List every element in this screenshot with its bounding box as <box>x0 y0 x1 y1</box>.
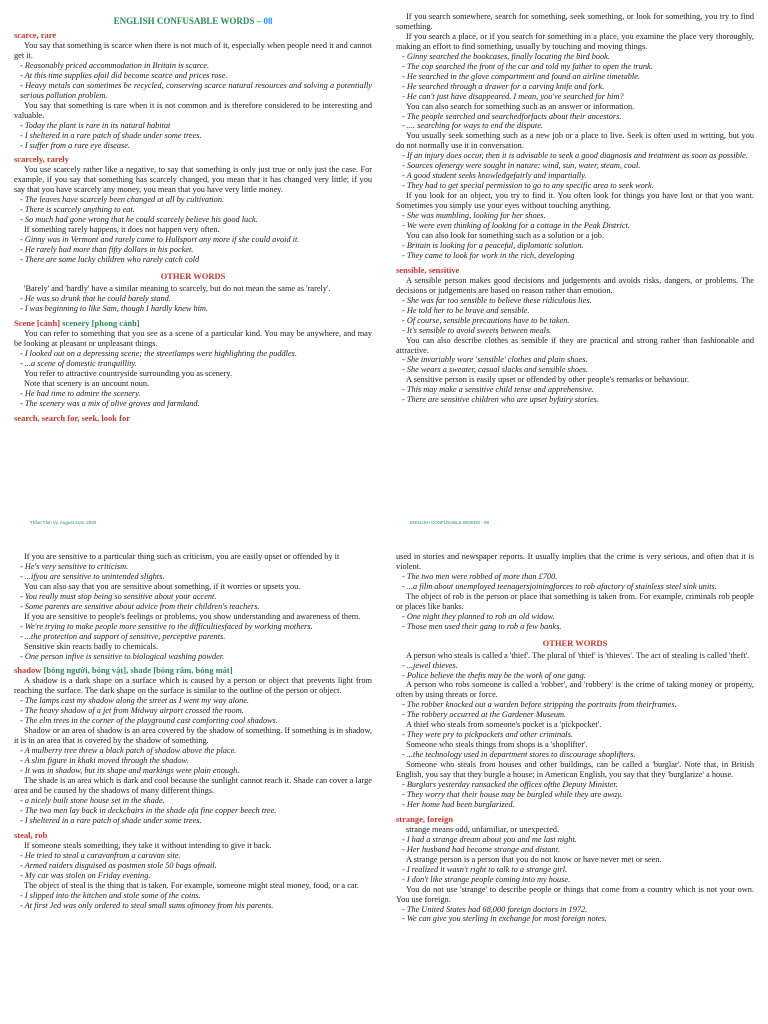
example-sentence: - Today the plant is rare in its natural habitat <box>20 120 171 130</box>
example-sentence: - Heavy metals can sometimes be recycled, conserving scarce natural resources and solving a potentially serious pollution problem. <box>20 80 372 100</box>
content-blocks-q3 <box>14 552 372 910</box>
example-sentence: - He tried to steal a caravanfrom a caravan site. <box>20 850 181 860</box>
body-paragraph: If you search a place, or if you search for something in a place, you examine the place very thoroughly, making an effort to find something, usually by touching and moving things. <box>396 31 754 51</box>
example-sentence: - One person infive is sensitive to biological washing powder. <box>20 651 225 661</box>
example-sentence: - If an injury does occur, then it is advisable to seek a good diagnosis and treatment as soon as possible. <box>402 151 748 161</box>
body-paragraph: Someone who steals from houses and other buildings, can be called a 'burglar'. Note that, in British English, you say that they burgle a house; in American English, you say that they 'burglarize' a house. <box>396 760 754 780</box>
body-paragraph: You can also say that you are sensitive about something, if it worries or upsets you. <box>24 581 301 591</box>
body-paragraph: You can also describe clothes as sensible if they are practical and strong rather than fashionable and attractive. <box>396 335 754 355</box>
example-sentence: - They worry that their house may be burgled while they are away. <box>402 789 623 799</box>
example-sentence: - I looked out on a depressing scene; the streetlamps were highlighting the puddles. <box>20 348 297 358</box>
section-heading-text: scarce, rare <box>14 30 57 40</box>
example-sentence: - We were even thinking of looking for a cottage in the Peak District. <box>402 221 630 231</box>
example-sentence: - Her home had been burglarized. <box>402 799 515 809</box>
example-sentence: - Of course, sensible precautions have to be taken. <box>402 315 570 325</box>
example-sentence: - Ginny was in Vermont and rarely came to Hullsport any more if she could avoid it. <box>20 235 300 245</box>
section-heading <box>14 830 372 840</box>
example-sentence: - Ginny searched the bookcases, finally locating the bird book. <box>402 51 610 61</box>
example-sentence: - Britain is looking for a peaceful, diplomatic solution. <box>402 240 584 250</box>
example-sentence: - Her husband had become strange and distant. <box>402 844 561 854</box>
subsection-title: OTHER WORDS <box>542 637 608 648</box>
example-sentence: - I had a strange dream about you and me last night. <box>402 834 577 844</box>
body-paragraph: Sensitive skin reacts badly to chemicals. <box>24 641 159 651</box>
body-paragraph: A strange person is a person that you do not know or have never met or seen. <box>406 854 662 864</box>
page-quadrant-top-left <box>14 12 372 520</box>
page-title-text: ENGLISH CONFUSABLE WORDS – <box>113 16 264 26</box>
section-heading <box>14 30 372 40</box>
section-heading <box>396 265 754 275</box>
body-paragraph: You can refer to something that you see as a scene of a particular kind. You may be anywhere, and may be looking at pleasant or unpleasant things. <box>14 328 372 348</box>
example-sentence: - They were pry to pickpockets and other criminals. <box>402 730 573 740</box>
example-sentence: - I was beginning to like Sam, though I hardly knew him. <box>20 303 208 313</box>
example-sentence: - He told her to be brave and sensible. <box>402 305 530 315</box>
example-sentence: - Reasonably priced accommodation in Britain is scarce. <box>20 60 210 70</box>
example-sentence: - The leaves have scarcely been changed at all by cultivation. <box>20 195 225 205</box>
body-paragraph: You usually seek something such as a new job or a place to live. Seek is often used in writing, but you do not normally use it in conversation. <box>396 131 754 151</box>
body-paragraph: You can also search for something such as an answer or information. <box>406 101 635 111</box>
body-paragraph: Note that scenery is an uncount noun. <box>24 378 150 388</box>
body-paragraph: You can also look for something such as a solution or a job. <box>406 230 605 240</box>
section-heading-text: search, search for, seek, look for <box>14 412 130 423</box>
body-paragraph: strange means odd, unfamiliar, or unexpected. <box>406 824 560 834</box>
section-heading <box>14 154 372 164</box>
content-blocks-q4 <box>396 552 754 924</box>
example-sentence: - The robber knocked out a warden before stripping the portraits from theirframes. <box>402 700 677 710</box>
section-heading <box>14 318 372 328</box>
section-heading <box>14 665 372 675</box>
body-paragraph: The object of steal is the thing that is taken. For example, someone might steal money, food, or a car. <box>24 880 359 890</box>
body-paragraph: If you look for an object, you try to find it. You often look for things you have lost or that you want. Sometimes you simply use your eyes without touching anything. <box>396 191 754 211</box>
footer-left: Thâm Tâm Vy, August 21st, 2020 <box>30 520 97 525</box>
example-sentence: - He can't just have disappeared. I mean, you've searched for him? <box>402 91 624 101</box>
example-sentence: - A mulberry tree threw a black patch of shadow above the place. <box>20 746 237 756</box>
example-sentence: - He searched through a drawer for a carving knife and fork. <box>402 81 605 91</box>
body-paragraph: 'Barely' and 'hardly' have a similar meaning to scarcely, but do not mean the same as 'rarely'. <box>24 284 331 294</box>
example-sentence: - Armed raiders disguised as postmen stole 50 bags ofmail. <box>20 860 217 870</box>
example-sentence: - They had to get special permission to go to any specific area to seek work. <box>402 181 654 191</box>
example-sentence: - You really must stop being so sensitive about your accent. <box>20 591 217 601</box>
example-sentence: - ...the protection and support of sensitive, perceptive parents. <box>20 631 226 641</box>
example-sentence: - We can give you sterling in exchange for most foreign notes. <box>402 914 607 924</box>
example-sentence: - I slipped into the kitchen and stole some of the coins. <box>20 890 201 900</box>
example-sentence: - One night they planned to rob an old widow. <box>402 611 555 621</box>
example-sentence: - A good student seeks knowledgefairly and impartially. <box>402 171 587 181</box>
example-sentence: - ...a scene of domestic tranquillity. <box>20 358 137 368</box>
example-sentence: - The scenery was a mix of olive groves and farmland. <box>20 398 200 408</box>
footer-right: ENGLISH CONFUSABLE WORDS - 08 <box>410 520 490 525</box>
example-sentence: - She invariably wore 'sensible' clothes and plain shoes. <box>402 355 588 365</box>
example-sentence: - Some parents are sensitive about advice from their children's teachers. <box>20 601 260 611</box>
example-sentence: - There are some lucky children who rarely catch cold <box>20 255 200 265</box>
section-heading <box>396 814 754 824</box>
vietnamese-gloss: [bóng người, bóng vật], shade [bóng râm, bóng mát] <box>43 665 233 676</box>
example-sentence: - Sources ofenergy were sought in nature: wind, sun, water, steam, coal. <box>402 161 641 171</box>
page-quadrant-top-right <box>396 12 754 520</box>
example-sentence: - There are sensitive children who are upset byfairy stories. <box>402 395 599 405</box>
body-paragraph: You say that something is rare when it is not common and is therefore considered to be interesting and valuable. <box>14 100 372 120</box>
example-sentence: - They came to look for work in the rich, developing <box>402 250 575 260</box>
body-paragraph: You say that something is scarce when there is not much of it, especially when people need it and cannot get it. <box>14 41 372 60</box>
example-sentence: - He was so drunk that he could barely stand. <box>20 293 171 303</box>
example-sentence: - The two men lay back in deckchairs in the shade ofa fine copper beech tree. <box>20 805 277 815</box>
section-heading-text: steal, rob <box>14 829 48 840</box>
example-sentence: - I sheltered in a rare patch of shade under some trees. <box>20 130 202 140</box>
vietnamese-gloss: scenery [phong cảnh] <box>62 317 140 328</box>
content-blocks-q1 <box>14 30 372 423</box>
body-paragraph: Shadow or an area of shadow is an area covered by the shadow of something. If something is in shadow, it is in an area that is covered by the shadow of something. <box>14 726 372 746</box>
example-sentence: - Burglars yesterday ransacked the offices ofthe Deputy Minister. <box>402 780 618 790</box>
body-paragraph: If you search somewhere, search for something, seek something, or look for something, you try to find something. <box>396 12 754 31</box>
example-sentence: - .... searching for ways to end the dispute. <box>402 121 543 131</box>
example-sentence: - He had time to admire the scenery. <box>20 388 141 398</box>
body-paragraph: A sensitive person is easily upset or offended by other people's remarks or behaviour. <box>406 375 689 385</box>
content-blocks-q2 <box>396 12 754 405</box>
example-sentence: - My car was stolen on Friday evening. <box>20 870 151 880</box>
example-sentence: - The robbery occurred at the Gardener Museum. <box>402 710 567 720</box>
body-paragraph: The shade is an area which is dark and cool because the sunlight cannot reach it. Shade can cover a large area and be caused by the shadows of many different things. <box>14 776 372 795</box>
section-heading-text: scarcely, rarely <box>14 154 69 165</box>
example-sentence: - We're trying to make people more sensitive to the difficultiesfaced by working mothers. <box>20 621 313 631</box>
body-paragraph: A person who steals is called a 'thief'. The plural of 'thief' is 'thieves'. The act of stealing is called 'theft'. <box>406 650 750 660</box>
example-sentence: - Police believe the thefts may be the work of one gang. <box>402 670 586 680</box>
example-sentence: - So much had gone wrong that he could scarcely believe his good luck. <box>20 215 258 225</box>
example-sentence: - The United States had 68,000 foreign doctors in 1972. <box>402 904 588 914</box>
body-paragraph: A thief who steals from someone's pocket is a 'pickpocket'. <box>406 720 602 730</box>
example-sentence: - She was far too sensible to believe these ridiculous lies. <box>402 295 592 305</box>
example-sentence: - A slim figure in khaki moved through the shadow. <box>20 756 189 766</box>
example-sentence: - It was in shadow, but its shape and markings were plain enough. <box>20 766 240 776</box>
example-sentence: - She was mumbling, looking for her shoes. <box>402 211 546 221</box>
example-sentence: - The lamps cast my shadow along the street as I went my way alone. <box>20 696 249 706</box>
body-paragraph: A sensible person makes good decisions and judgements and avoids risks, dangers, or problems. The decisions or judgements are based on reason rather than emotion. <box>396 275 754 295</box>
body-paragraph: If something rarely happens, it does not happen very often. <box>24 225 220 235</box>
body-paragraph: If you are sensitive to a particular thing such as criticism, you are easily upset or offended by it <box>24 552 340 561</box>
page-quadrant-bottom-left <box>14 552 372 1024</box>
body-paragraph: A shadow is a dark shape on a surface which is caused by a person or object that prevents light from reaching the surface. The dark shape on the surface is similar to the outline of the person or object. <box>14 676 372 696</box>
example-sentence: - ...jewel thieves. <box>402 660 458 670</box>
page-quadrant-bottom-right <box>396 552 754 1024</box>
example-sentence: - He searched in the glove compartment and found an airline timetable. <box>402 71 640 81</box>
body-paragraph: If you are sensitive to people's feelings or problems, you show understanding and awareness of them. <box>24 611 361 621</box>
section-heading <box>14 413 372 423</box>
example-sentence: - The elm trees in the corner of the playground cast comforting cool shadows. <box>20 716 278 726</box>
example-sentence: - At first Jed was only ordered to steal small sums ofmoney from his parents. <box>20 900 274 910</box>
example-sentence: - At this time supplies ofoil did become scarce and prices rose. <box>20 70 228 80</box>
example-sentence: - ...a film about unemployed teenagersjoiningforces to rob afactory of stainless steel sink units. <box>402 581 717 591</box>
body-paragraph: If someone steals something, they take it without intending to give it back. <box>24 840 272 850</box>
body-paragraph: You use scarcely rather like a negative, to say that something is only just true or only just the case. For example, if you say that something has scarcely changed, you mean that it has changed very little; if you say that you have scarcely any money, you mean that you have very little money. <box>14 165 372 195</box>
example-sentence: - The cop searched the front of the car and told my father to open the trunk. <box>402 61 653 71</box>
body-paragraph: You refer to attractive countryside surrounding you as scenery. <box>24 368 233 378</box>
example-sentence: - It's sensible to avoid sweets between meals. <box>402 325 552 335</box>
page-title <box>14 16 372 26</box>
example-sentence: - The heavy shadow of a jet from Midway airport crossed the room. <box>20 706 244 716</box>
page-title-number: 08 <box>263 16 273 26</box>
example-sentence: - There is scarcely anything to eat. <box>20 205 135 215</box>
body-paragraph: used in stories and newspaper reports. It usually implies that the crime is very serious, and often that it is violent. <box>396 552 754 571</box>
example-sentence: - She wears a sweater, casual slacks and sensible shoes. <box>402 365 588 375</box>
body-paragraph: A person who robs someone is called a 'robber', and 'robbery' is the crime of taking money or property, often by using threats or force. <box>396 680 754 700</box>
section-heading-text: strange, foreign <box>396 813 453 824</box>
section-heading-text: shadow <box>14 665 44 676</box>
subsection-title: OTHER WORDS <box>160 271 226 282</box>
example-sentence: - He's very sensitive to criticism. <box>20 561 129 571</box>
example-sentence: - I don't like strange people coming into my house. <box>402 874 571 884</box>
section-heading-text: Scene [cảnh] <box>14 317 63 328</box>
section-heading-text: sensible, sensitive <box>396 264 460 275</box>
example-sentence: - I suffer from a rare eye disease. <box>20 140 130 150</box>
example-sentence: - a nicely built stone house set in the shade. <box>20 795 165 805</box>
example-sentence: - The people searched and searchedforfacts about their ancestors. <box>402 111 622 121</box>
example-sentence: - Those men used their gang to rob a few banks. <box>402 621 562 631</box>
example-sentence: - The two men were robbed of more than £700. <box>402 571 558 581</box>
example-sentence: - He rarely had more than fifty dollars in his pocket. <box>20 245 194 255</box>
example-sentence: - This may make a sensitive child tense and apprehensive. <box>402 385 594 395</box>
example-sentence: - ...ifyou are sensitive to unintended slights. <box>20 571 165 581</box>
body-paragraph: The object of rob is the person or place that something is taken from. For example, criminals rob people or places like banks. <box>396 591 754 611</box>
body-paragraph: Someone who steals things from shops is a 'shoplifter'. <box>406 740 588 750</box>
body-paragraph: You do not use 'strange' to describe people or things that come from a country which is not your own. You use foreign. <box>396 884 754 904</box>
example-sentence: - ...the technology used in department stores to discourage shoplifters. <box>402 750 636 760</box>
example-sentence: - I sheltered in a rare patch of shade under some trees. <box>20 815 202 825</box>
example-sentence: - I realized it wasn't right to talk to a strange girl. <box>402 864 568 874</box>
